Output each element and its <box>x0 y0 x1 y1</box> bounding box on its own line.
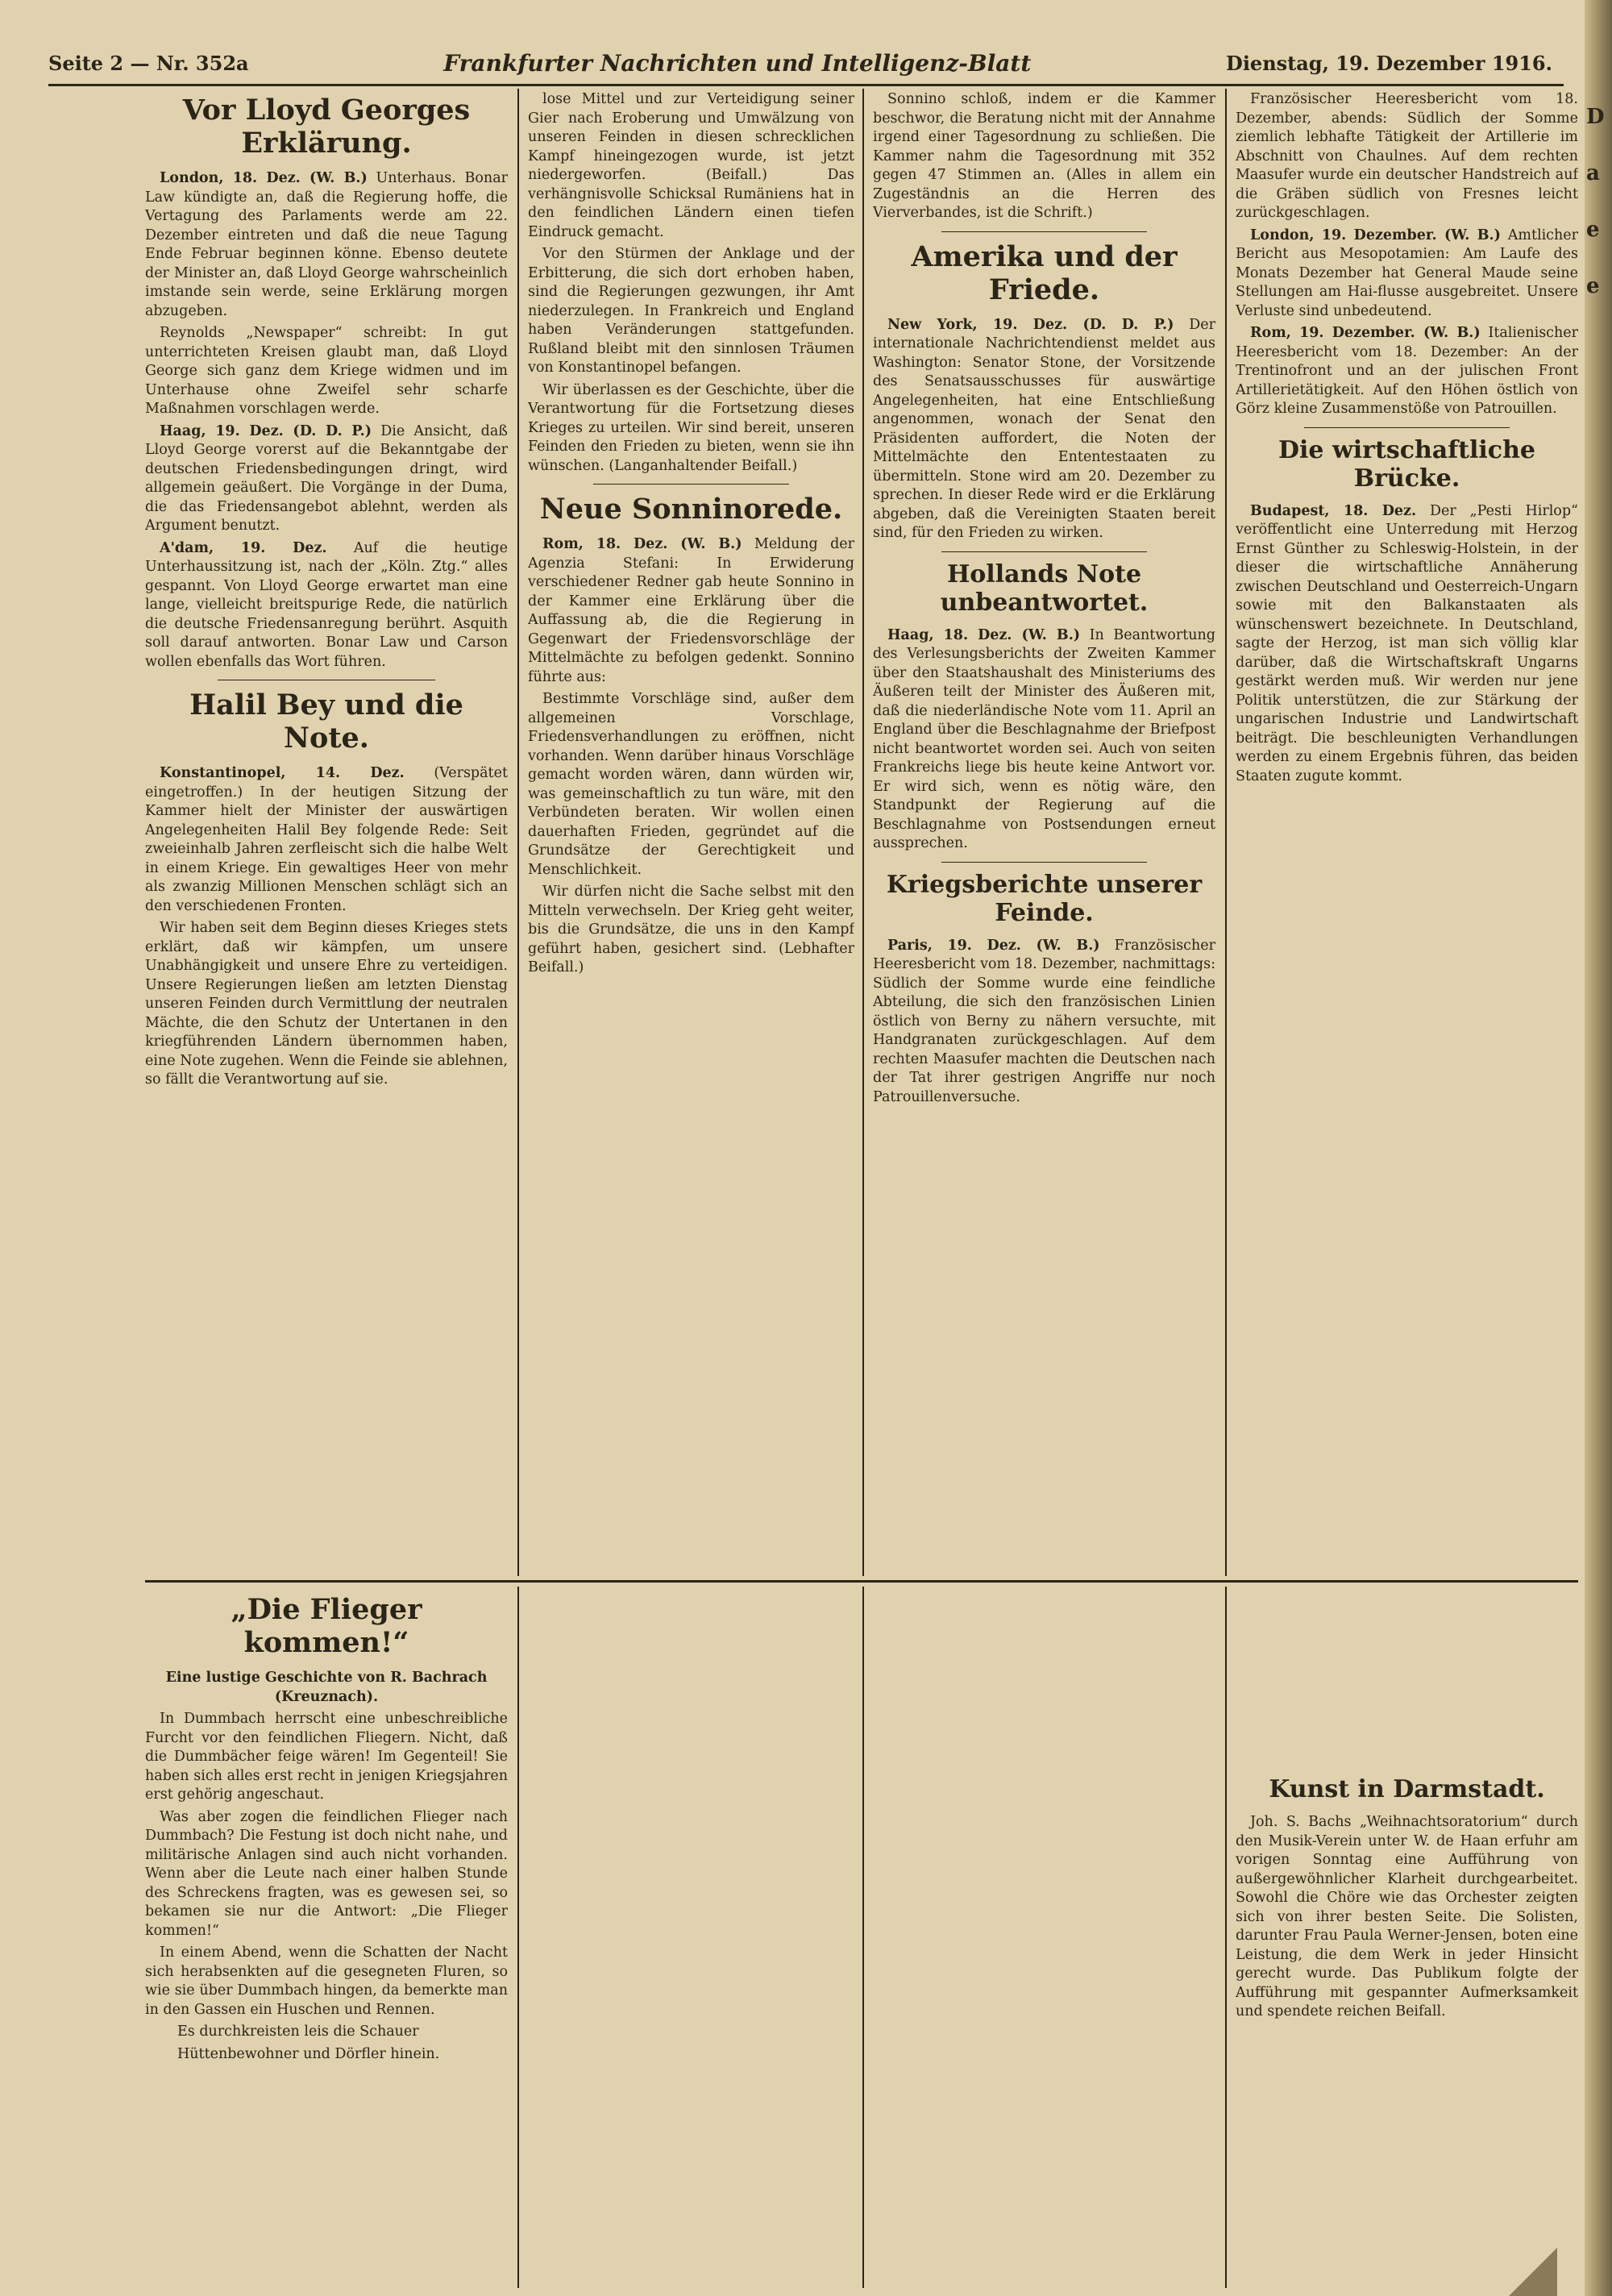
dateline: Rom, 19. Dezember. (W. B.) <box>1250 325 1481 341</box>
headline-kriegsberichte: Kriegsberichte unserer Feinde. <box>886 870 1203 927</box>
column-3 <box>873 90 1215 1574</box>
article-paragraph: Französischer Heeresbericht vom 18. Dezember, abends: Südlich der Somme ziemlich lebhafte Tätigkeit der Artillerie im Abschnitt von Chaulnes. Auf dem rechten Maasufer wurde ein deutscher Handstreich auf die Gräben südlich von Fresnes leicht zurückgeschlagen. <box>1236 91 1578 221</box>
article-paragraph: Wir dürfen nicht die Sache selbst mit den Mitteln verwechseln. Der Krieg geht weiter, bis die Grundsätze, die uns in den Kampf geführt haben, gesichert sind. (Lebhafter Beifall.) <box>528 884 854 975</box>
dateline: Konstantinopel, 14. Dez. <box>160 765 405 781</box>
article-paragraph: lose Mittel und zur Verteidigung seiner Gier nach Eroberung und Umwälzung von unseren Feinden in diesen schrecklichen Kampf hineingezogen wurde, ist jetzt niedergeworfen. (Beifall.) Das verhängnisvolle Schicksal Rumäniens hat in den feindlichen Ländern einen tiefen Eindruck gemacht. <box>528 91 854 240</box>
column-rule <box>517 89 519 1576</box>
verse-line: Hüttenbewohner und Dörfler hinein. <box>177 2045 440 2062</box>
headline-flieger: „Die Flieger kommen!“ <box>231 1593 422 1659</box>
article-separator <box>593 484 789 485</box>
feuilleton-column-4 <box>1236 1590 1578 2283</box>
article-paragraph: Sonnino schloß, indem er die Kammer beschwor, die Beratung nicht mit der Annahme irgend einer Tagesordnung zu schließen. Die Kammer nahm die Tagesordnung mit 352 gegen 47 Stimmen an. (Alles in allem ein Zugeständnis an die Herren des Vierverbandes, ist die Schrift.) <box>873 91 1215 221</box>
headline-kunst: Kunst in Darmstadt. <box>1269 1775 1545 1803</box>
column-rule <box>862 1587 864 2288</box>
dateline: London, 19. Dezember. (W. B.) <box>1250 227 1501 243</box>
edge-letter: D <box>1586 105 1605 129</box>
article-paragraph: In Dummbach herrscht eine unbeschreibliche Furcht vor den feindlichen Fliegern. Nicht, daß die Dummbächer feige wären! Im Gegenteil! Sie haben sich alles erst recht in jenigen Kriegsjahren erst gehörig angeschaut. <box>145 1711 508 1803</box>
header-rule <box>48 84 1564 86</box>
article-separator <box>941 551 1147 552</box>
column-1 <box>145 90 508 1574</box>
column-4 <box>1236 90 1578 1574</box>
column-rule <box>862 89 864 1576</box>
dateline: Rom, 18. Dez. (W. B.) <box>542 536 742 552</box>
article-paragraph <box>145 539 508 672</box>
headline-lloyd-george: Vor Lloyd Georges Erklärung. <box>182 94 471 160</box>
article-paragraph <box>145 422 508 536</box>
article-separator <box>1304 427 1510 428</box>
page-number: Seite 2 — Nr. 352a <box>48 51 249 75</box>
column-rule <box>517 1587 519 2288</box>
story-byline: Eine lustige Geschichte von R. Bachrach (Kreuznach). <box>165 1670 488 1705</box>
article-paragraph <box>1236 227 1578 322</box>
headline-hollands-note: Hollands Note unbeantwortet. <box>940 559 1149 617</box>
article-paragraph: Reynolds „Newspaper“ schreibt: In gut unterrichteten Kreisen glaubt man, daß Lloyd George sich ganz dem Kriege widmen und im Unterhause ohne Zweifel sehr scharfe Maßnahmen vorschlagen werde. <box>145 325 508 417</box>
column-2 <box>528 90 854 1574</box>
article-paragraph: Wir haben seit dem Beginn dieses Krieges stets erklärt, daß wir kämpfen, um unsere Unabhängigkeit und unsere Ehre zu verteidigen. Unsere Regierungen ließen am letzten Dienstag unseren Feinden durch Vermittlung der neutralen Mächte, die den Schutz der Untertanen in den kriegführenden Ländern übernommen haben, eine Note zugehen. Wenn die Feinde sie ablehnen, so fällt die Verantwortung auf sie. <box>145 920 508 1088</box>
headline-halil-bey: Halil Bey und die Note. <box>189 688 463 755</box>
article-paragraph <box>145 169 508 321</box>
article-paragraph <box>1236 324 1578 419</box>
article-paragraph: Bestimmte Vorschläge sind, außer dem allgemeinen Vorschlage, Friedensverhandlungen zu eröffnen, nicht vorhanden. Wenn darüber hinaus Vorschläge gemacht worden wären, dann würden wir, was gemeinschaftlich zu tun wäre, mit den Verbündeten beraten. Wir wollen einen dauerhaften Frieden, gegründet auf die Grundsätze der Gerechtigkeit und Menschlichkeit. <box>528 691 854 878</box>
article-paragraph: Was aber zogen die feindlichen Flieger nach Dummbach? Die Festung ist doch nicht nahe, und militärische Anlagen sind auch nicht vorhanden. Wenn aber die Leute nach einer halben Stunde des Schreckens fragten, was es gewesen sei, so bekamen sie nur die Antwort: „Die Flieger kommen!“ <box>145 1808 508 1939</box>
article-paragraph: Wir überlassen es der Geschichte, über die Verantwortung für die Fortsetzung dieses Krieges zu urteilen. Wir sind bereit, unseren Feinden den Frieden zu bieten, wenn sie ihn wünschen. (Langanhaltender Beifall.) <box>528 381 854 474</box>
feuilleton-column-1 <box>145 1590 508 2283</box>
dateline: Budapest, 18. Dez. <box>1250 502 1417 519</box>
paragraph-text: Amtlicher Bericht aus Mesopotamien: Am Laufe des Monats Dezember hat General Maude seine Stellungen am Hai-flusse ausgebreitet. Unsere Verluste sind unbedeutend. <box>1236 227 1578 319</box>
column-rule <box>1225 89 1227 1576</box>
paragraph-text: Der internationale Nachrichtendienst meldet aus Washington: Senator Stone, der Vorsitzende des Senatsausschusses für auswärtige Angelegenheiten, hat eine Entschließung angenommen, wonach der Senat den Präsidenten auffordert, die Noten der Mittelmächte den Ententestaaten zu übermitteln. Stone wird am 20. Dezember zu sprechen. In dieser Rede wird er die Erklärung abgeben, daß die Vereinigten Staaten bereit sind, für den Frieden zu wirken. <box>873 316 1215 541</box>
headline-amerika: Amerika und der Friede. <box>911 239 1178 306</box>
article-paragraph <box>528 535 854 687</box>
newspaper-title: Frankfurter Nachrichten und Intelligenz-Blatt <box>443 49 1032 77</box>
headline-sonnino: Neue Sonninorede. <box>539 493 843 526</box>
article-paragraph <box>873 626 1215 854</box>
verse-line: Es durchkreisten leis die Schauer <box>177 2024 419 2040</box>
article-paragraph <box>873 937 1215 1108</box>
paragraph-text: (Verspätet eingetroffen.) In der heutigen Sitzung der Kammer hielt der Minister der auswärtigen Angelegenheiten Halil Bey folgende Rede: Seit zweieinhalb Jahren zerfleischt sich die halbe Welt in einem Kriege. Ein gewaltiges Heer von mehr als zwanzig Millionen Menschen schlägt sich an den verschiedenen Fronten. <box>145 765 508 914</box>
dateline: New York, 19. Dez. (D. D. P.) <box>887 316 1174 333</box>
page-header <box>48 47 1552 79</box>
adjacent-page-edge <box>1585 0 1612 2296</box>
dateline: Haag, 19. Dez. (D. D. P.) <box>160 422 372 439</box>
issue-date: Dienstag, 19. Dezember 1916. <box>1226 51 1552 75</box>
article-paragraph <box>145 764 508 916</box>
article-paragraph: Vor den Stürmen der Anklage und der Erbitterung, die sich dort erhoben haben, sind die Regierungen gezwungen, ihr Amt niederzulegen. In Frankreich und England haben Veränderungen stattgefunden. Rußland bleibt mit den sinnlosen Träumen von Konstantinopel befangen. <box>528 246 854 376</box>
paragraph-text: Auf die heutige Unterhaussitzung ist, nach der „Köln. Ztg.“ alles gespannt. Von Lloyd George erwartet man eine lange, vielleicht breitspurige Rede, die natürlich die deutsche Friedensanregung berührt. Asquith soll darauf antworten. Bonar Law und Carson wollen ebenfalls das Wort führen. <box>145 539 508 670</box>
feuilleton-rule <box>145 1580 1578 1583</box>
paragraph-text: Französischer Heeresbericht vom 18. Dezember, nachmittags: Südlich der Somme wurde eine feindliche Abteilung, die sich den französischen Linien östlich von Berny zu nähern versuchte, mit Handgranaten zurückgeschlagen. Auf dem rechten Maasufer machten die Deutschen nach der Tat ihrer gestrigen Angriffe nur noch Patrouillenversuche. <box>873 937 1215 1105</box>
paragraph-text: Der „Pesti Hirlop“ veröffentlicht eine Unterredung mit Herzog Ernst Günther zu Schleswig-Holstein, in der dieser die wirtschaftliche Annäherung zwischen Deutschland und Oesterreich-Ungarn sowie mit den Balkanstaaten als wünschenswert bezeichnete. In Deutschland, sagte der Herzog, ist man sich völlig klar darüber, daß die Wirtschaftskraft Ungarns gestärkt werden muß. Wir werden nur jene Politik unterstützen, die zur Stärkung der ungarischen Industrie und Landwirtschaft beiträgt. Die beschleunigten Verhandlungen werden zu einem Ergebnis führen, das beiden Staaten zugute kommt. <box>1236 502 1578 784</box>
article-paragraph: In einem Abend, wenn die Schatten der Nacht sich herabsenkten auf die gesegneten Fluren, so wie sie über Dummbach hingen, da bemerkte man in den Gassen ein Huschen und Rennen. <box>145 1945 508 2018</box>
dateline: Haag, 18. Dez. (W. B.) <box>887 626 1081 643</box>
adjacent-page-letters <box>1586 105 1610 331</box>
feuilleton-column-3 <box>873 1590 1215 2283</box>
article-paragraph <box>1236 502 1578 787</box>
page-corner <box>1509 2248 1557 2296</box>
edge-letter: e <box>1586 274 1600 298</box>
paragraph-text: Die Ansicht, daß Lloyd George vorerst auf die Bekanntgabe der deutschen Friedensbedingungen dringt, wird allgemein geäußert. Die Vorgänge in der Duma, die das Friedensangebot ablehnt, werden als Argument benutzt. <box>145 422 508 534</box>
edge-letter: e <box>1586 218 1600 242</box>
paragraph-text: Unterhaus. Bonar Law kündigte an, daß die Regierung hoffe, die Vertagung des Parlaments werde am 22. Dezember eintreten und daß die neue Tagung Ende Februar beginnen könne. Ebenso deutete der Minister an, daß Lloyd George wahrscheinlich imstande sein werde, seine Erklärung morgen abzugeben. <box>145 170 508 319</box>
article-separator <box>941 231 1147 232</box>
headline-bruecke: Die wirtschaftliche Brücke. <box>1278 435 1535 493</box>
paragraph-text: Meldung der Agenzia Stefani: In Erwiderung verschiedener Redner gab heute Sonnino in der Kammer eine Erklärung über die Auffassung ab, die die Regierung in Gegenwart der Friedensvorschläge der Mittelmächte zu befolgen gedenkt. Sonnino führte aus: <box>528 536 854 685</box>
edge-letter: a <box>1586 161 1600 185</box>
dateline: London, 18. Dez. (W. B.) <box>160 170 368 186</box>
paragraph-text: Italienischer Heeresbericht vom 18. Dezember: An der Trentinofront und an der julischen Front Artillerietätigkeit. Auf den Höhen östlich von Görz kleine Zusammenstöße von Patrouillen. <box>1236 325 1578 417</box>
paragraph-text: In Beantwortung des Verlesungsberichts der Zweiten Kammer über den Staatshaushalt des Ministeriums des Äußeren teilt der Minister des Äußeren mit, daß die niederländische Note vom 11. April an England über die Beschlagnahme der Briefpost nicht beantwortet worden sei. Auch von seiten Frankreichs liege bis heute keine Antwort vor. Er wird sich, wenn es nötig wäre, den Standpunkt der Regierung auf die Beschlagnahme von Postsendungen erneut aussprechen. <box>873 626 1215 851</box>
dateline: Paris, 19. Dez. (W. B.) <box>887 937 1100 954</box>
article-separator <box>941 862 1147 863</box>
column-rule <box>1225 1587 1227 2288</box>
article-paragraph <box>873 316 1215 543</box>
article-paragraph: Joh. S. Bachs „Weihnachtsoratorium“ durch den Musik-Verein unter W. de Haan erfuhr am vorigen Sonntag eine Aufführung von außergewöhnlicher Klarheit durchgearbeitet. Sowohl die Chöre wie das Orchester zeigten sich von ihrer besten Seite. Die Solisten, darunter Frau Paula Werner-Jensen, boten eine Leistung, die dem Werk in jeder Hinsicht gerecht wurde. Das Publikum folgte der Aufführung mit gespannter Aufmerksamkeit und spendete reichen Beifall. <box>1236 1814 1578 2019</box>
dateline: A'dam, 19. Dez. <box>160 539 327 556</box>
feuilleton-column-2 <box>528 1590 854 2283</box>
